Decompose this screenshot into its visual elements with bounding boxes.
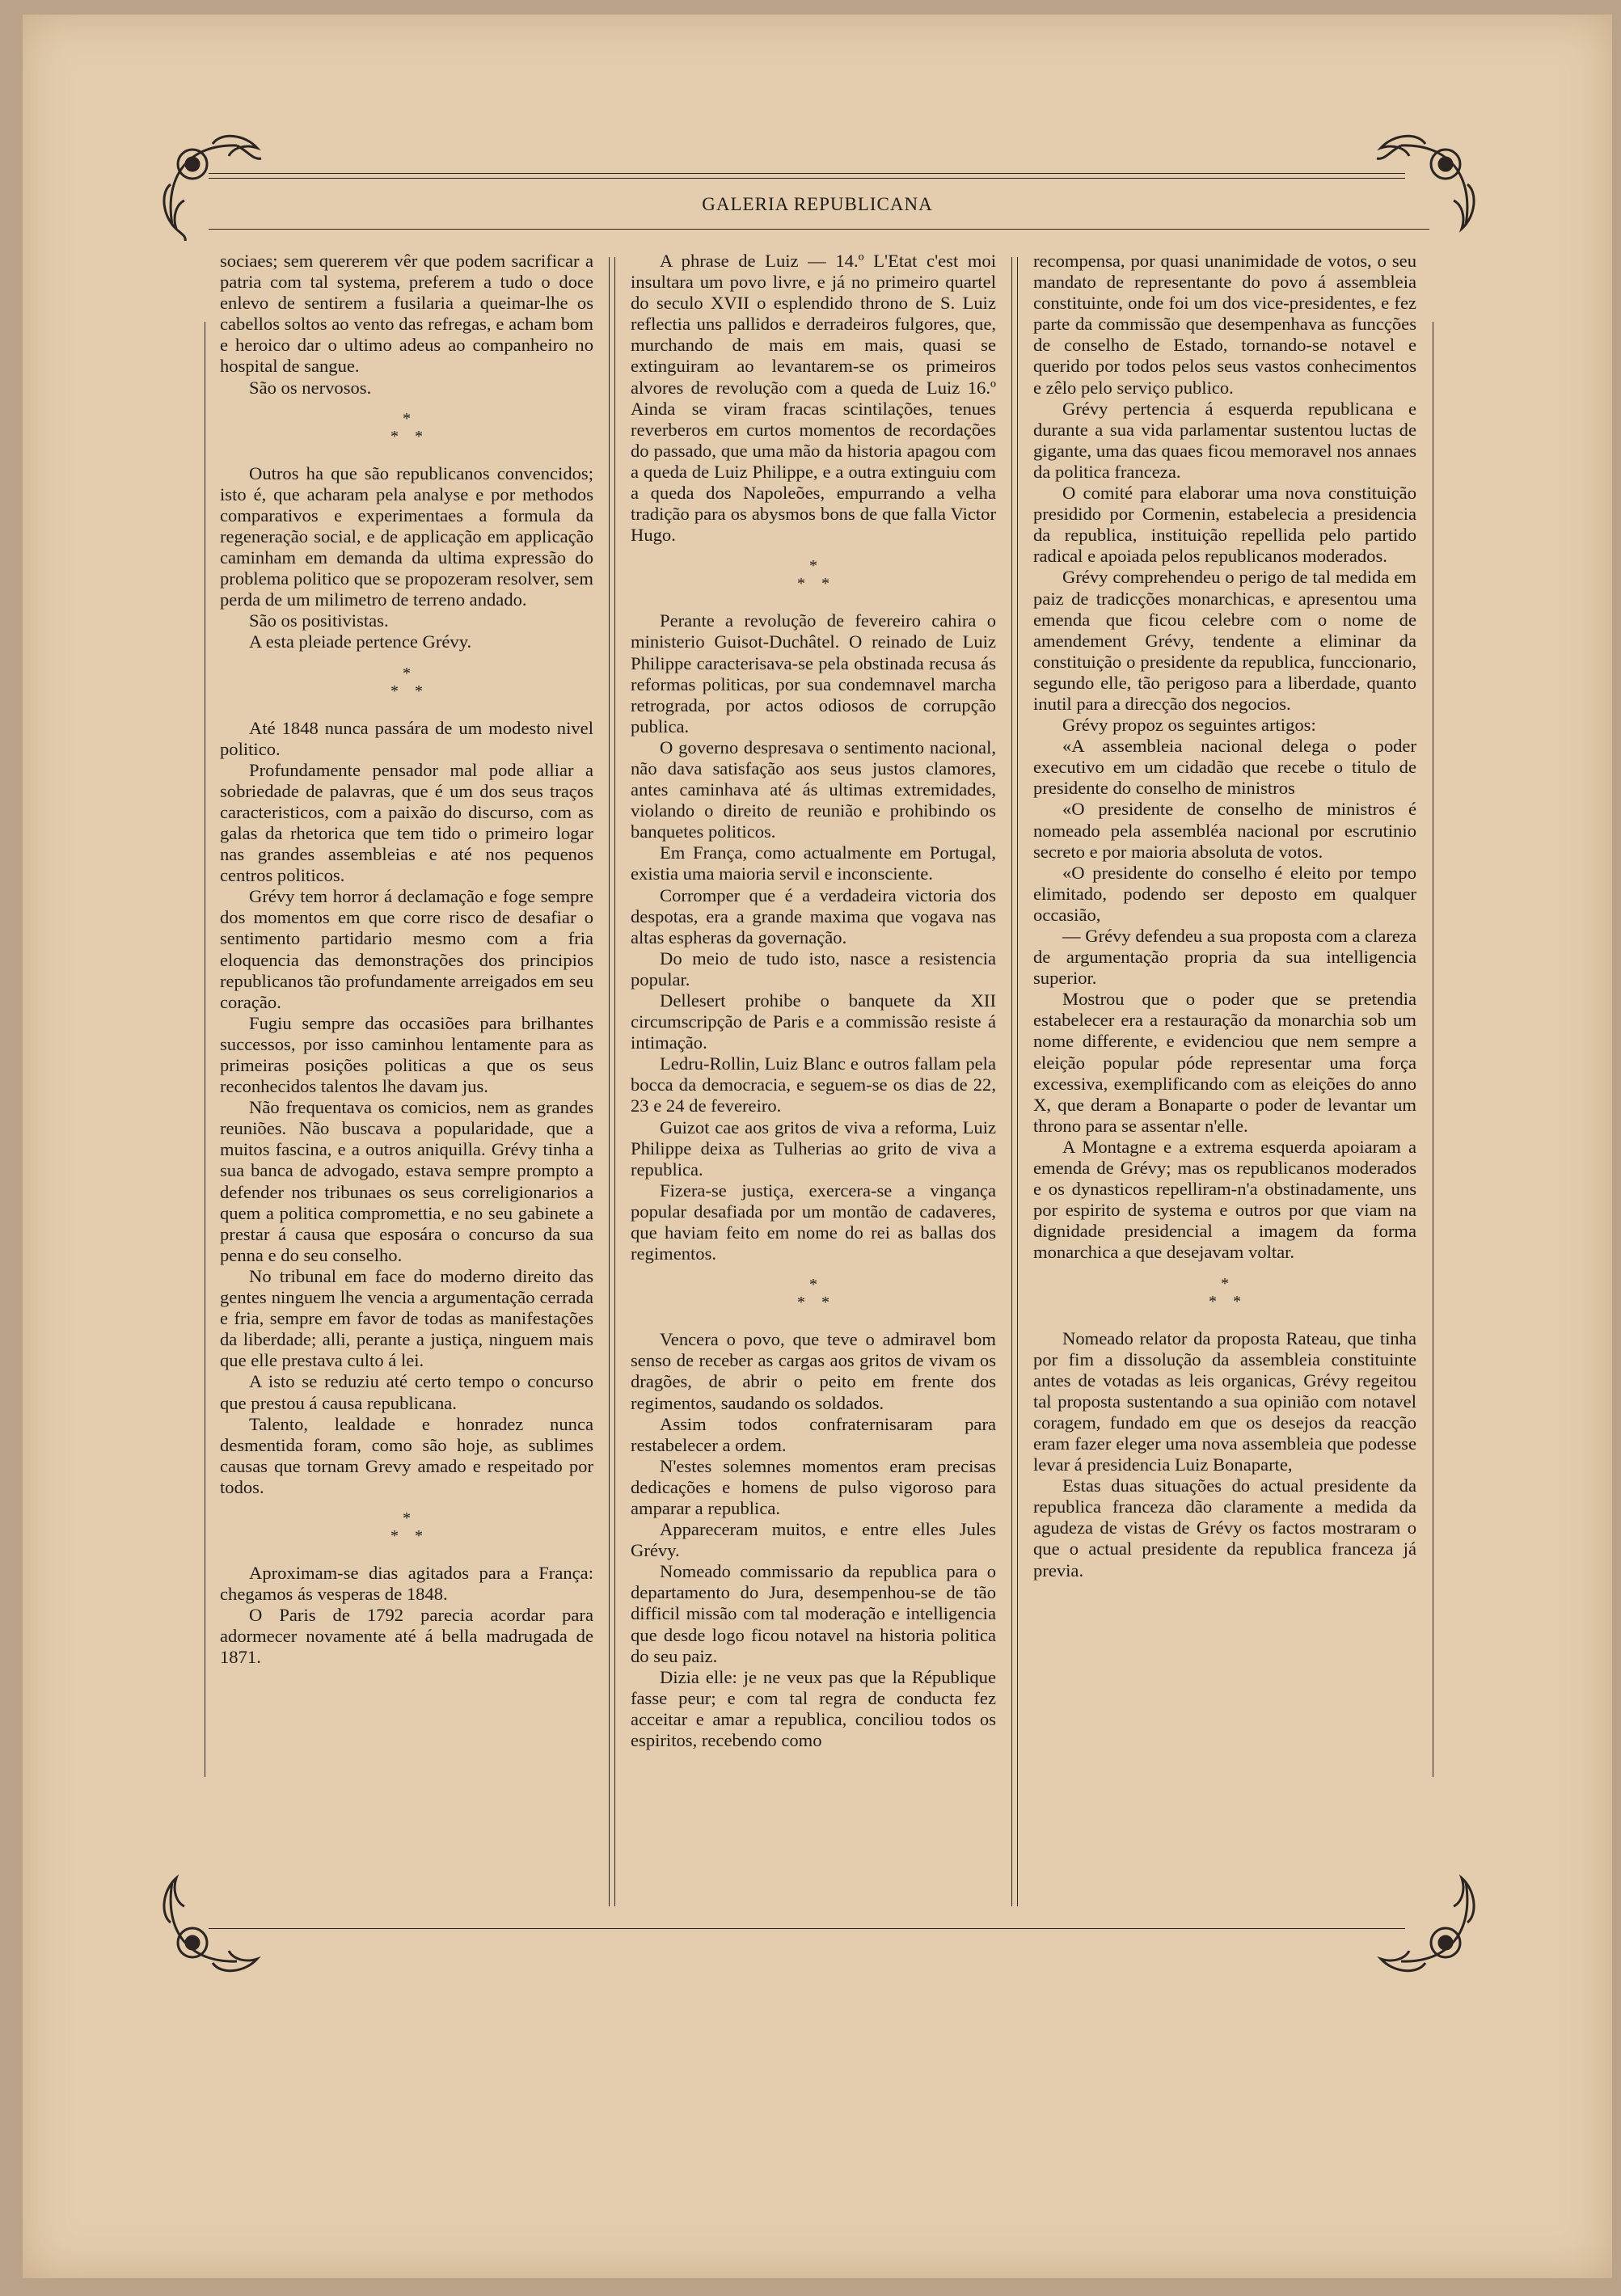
section-separator: * * *	[390, 1509, 423, 1545]
paragraph: A Montagne e a extrema esquerda apoiaram a emenda de Grévy; mas os republicanos moderados e os dynasticos repelliram-n'a obstinadamente, uns por espirito de systema e outros por que viam na dignidade presidencial a imagem da forma monarchica a que desejavam voltar.	[1033, 1136, 1416, 1263]
corner-ornament-top-left-icon	[156, 128, 269, 241]
paragraph: Ledru-Rollin, Luiz Blanc e outros fallam pela bocca da democracia, e seguem-se os dias de 22, 23 e 24 de fevereiro.	[631, 1053, 996, 1116]
column-divider-2b	[1017, 257, 1018, 1906]
column-divider-2	[1011, 257, 1012, 1906]
paragraph: Aproximam-se dias agitados para a França: chegamos ás vesperas de 1848.	[220, 1562, 593, 1605]
paragraph: A phrase de Luiz — 14.º L'Etat c'est moi insultara um povo livre, e já no primeiro quartel do seculo XVII o esplendido throno de S. Luiz reflectia uns pallidos e derradeiros fulgores, que, murchando de mais em mais, quasi se extinguiram ao levantarem-se os primeiros alvores de revolução com a queda de Luiz 16.º Ainda se viram fracas scintilações, tenues reverberos em curtos momentos de recordações do passado, que uma mão da historia apagou com a queda de Luiz Philippe, e a outra extinguiu com a queda dos Napoleões, empurrando a velha tradição para os abysmos bons de que falla Victor Hugo.	[631, 251, 996, 546]
paragraph: «O presidente do conselho é eleito por tempo elimitado, podendo ser deposto em qualquer occasião,	[1033, 862, 1416, 925]
text-column-2	[631, 251, 996, 1751]
paragraph: Appareceram muitos, e entre elles Jules Grévy.	[631, 1519, 996, 1561]
paragraph: Guizot cae aos gritos de viva a reforma, Luiz Philippe deixa as Tulherias ao grito de viva a republica.	[631, 1116, 996, 1180]
paragraph: N'estes solemnes momentos eram precisas dedicações e homens de pulso vigoroso para amparar a republica.	[631, 1455, 996, 1518]
paragraph: Não frequentava os comicios, nem as grandes reuniões. Não buscava a popularidade, que a muitos fascina, e a outros aniquilla. Grévy tinha a sua banca de advogado, estava sempre prompto a defender nos tribunaes os seus correligionarios a quem a politica compromettia, e no seu gabinete a prestar á causa que esposára o concurso da sua penna e do seu conselho.	[220, 1097, 593, 1265]
paragraph: sociaes; sem quererem vêr que podem sacrificar a patria com tal systema, preferem a tudo o doce enlevo de sentirem a fusilaria a queimar-lhe os cabellos soltos ao vento das refregas, e acham bom e heroico dar o ultimo adeus ao companheiro no hospital de sangue.	[220, 251, 593, 377]
paragraph: «A assembleia nacional delega o poder executivo em um cidadão que recebe o titulo de presidente do conselho de ministros	[1033, 736, 1416, 799]
paragraph: Do meio de tudo isto, nasce a resistencia popular.	[631, 948, 996, 990]
section-separator: * * *	[1209, 1274, 1241, 1310]
frame-bottom-rule	[209, 1928, 1405, 1929]
paragraph: Dellesert prohibe o banquete da XII circumscripção de Paris e a commissão resiste á intimação.	[631, 990, 996, 1053]
paragraph: Grévy comprehendeu o perigo de tal medida em paiz de tradicções monarchicas, e apresentou uma emenda que ficou celebre com o nome de amendement Grévy, tendente a eliminar da constituição o presidente da republica, funccionario, segundo elle, tão perigoso para a liberdade, quanto inutil para a direcção dos negocios.	[1033, 567, 1416, 714]
corner-ornament-bottom-right-icon	[1369, 1866, 1482, 1979]
paragraph: São os positivistas.	[249, 610, 389, 631]
newspaper-page	[23, 15, 1612, 2278]
frame-top-rule	[209, 173, 1405, 174]
paragraph: Assim todos confraternisaram para restabelecer a ordem.	[631, 1413, 996, 1455]
paragraph: — Grévy defendeu a sua proposta com a clareza de argumentação propria da sua intelligencia superior.	[1033, 926, 1416, 989]
section-separator: * * *	[390, 409, 423, 445]
paragraph: O Paris de 1792 parecia acordar para adormecer novamente até á bella madrugada de 1871.	[220, 1605, 593, 1668]
page-title: GALERIA REPUBLICANA	[702, 194, 933, 214]
paragraph: O comité para elaborar uma nova constituição presidido por Cormenin, estabelecia a presidencia da republica, instituição repellida pelo partido radical e apoiada pelos republicanos moderados.	[1033, 483, 1416, 567]
paragraph: Grévy propoz os seguintes artigos:	[1062, 715, 1316, 736]
paragraph: A isto se reduziu até certo tempo o concurso que prestou á causa republicana.	[220, 1371, 593, 1413]
column-divider-1b	[614, 257, 615, 1906]
paragraph: A esta pleiade pertence Grévy.	[249, 631, 472, 652]
paragraph: O governo despresava o sentimento nacional, não dava satisfação aos seus justos clamores, antes caminhava até ás ultimas extremidades, violando o direito de reunião e prohibindo os banquetes politicos.	[631, 736, 996, 842]
paragraph: Em França, como actualmente em Portugal, existia uma maioria servil e inconsciente.	[631, 842, 996, 884]
paragraph: Perante a revolução de fevereiro cahira o ministerio Guisot-Duchâtel. O reinado de Luiz Philippe caracterisava-se pela obstinada recusa ás reformas politicas, por sua condemnavel marcha retrograda, por actos odiosos de corrupção publica.	[631, 610, 996, 736]
paragraph: Grévy pertencia á esquerda republicana e durante a sua vida parlamentar sustentou luctas de gigante, uma das quaes ficou memoravel nos annaes da politica franceza.	[1033, 398, 1416, 482]
paragraph: «O presidente de conselho de ministros é nomeado pela assembléa nacional por escrutinio secreto e por maioria absoluta de votos.	[1033, 799, 1416, 862]
text-column-1	[220, 251, 593, 1668]
paragraph: Profundamente pensador mal pode alliar a sobriedade de palavras, que é um dos seus traços caracteristicos, com a paixão do discurso, com as galas da rhetorica que tem tido o primeiro logar nas grandes assembleias e até nos pequenos centros politicos.	[220, 759, 593, 886]
corner-ornament-top-right-icon	[1369, 128, 1482, 241]
header-underline	[209, 229, 1429, 230]
section-separator: * * *	[797, 557, 829, 593]
column-divider-1	[609, 257, 610, 1906]
paragraph: Outros ha que são republicanos convencidos; isto é, que acharam pela analyse e por methodos comparativos e experimentaes a formula da regeneração social, e de applicação em applicação caminham em demanda da ultima expressão do problema politico que se propozeram resolver, sem perda de um milimetro de terreno andado.	[220, 462, 593, 610]
paragraph: Nomeado relator da proposta Rateau, que tinha por fim a dissolução da assembleia constituinte antes de votadas as leis organicas, Grévy regeitou tal proposta sustentando a sua opinião com notavel coragem, fundado em que os desejos da reacção eram fazer eleger uma nova assembleia que podesse levar á presidencia Luiz Bonaparte,	[1033, 1327, 1416, 1475]
paragraph: Fugiu sempre das occasiões para brilhantes successos, por isso caminhou lentamente para as primeiras posições politicas a que os seus reconhecidos talentos lhe davam jus.	[220, 1012, 593, 1097]
section-separator: * * *	[390, 664, 423, 700]
paragraph: Grévy tem horror á declamação e foge sempre dos momentos em que corre risco de desafiar o sentimento partidario mesmo com a fria eloquencia das demonstrações dos principios republicanos tão profundamente arreigados em seu coração.	[220, 886, 593, 1012]
paragraph: Corromper que é a verdadeira victoria dos despotas, era a grande maxima que vogava nas altas espheras da governação.	[631, 884, 996, 948]
paragraph: Fizera-se justiça, exercera-se a vingança popular desafiada por um montão de cadaveres, que haviam feito em nome do rei as ballas dos regimentos.	[631, 1180, 996, 1264]
paragraph: recompensa, por quasi unanimidade de votos, o seu mandato de representante do povo á assembleia constituinte, onde foi um dos vice-presidentes, e fez parte da commissão que desempenhava as funcções de conselho de Estado, tornando-se notavel e querido por todos pelos seus vastos conhecimentos e zêlo pelo serviço publico.	[1033, 251, 1416, 398]
frame-top-rule-inner	[209, 178, 1405, 179]
paragraph: Dizia elle: je ne veux pas que la République fasse peur; e com tal regra de conducta fez acceitar e amar a republica, conciliou todos os espiritos, recebendo como	[631, 1666, 996, 1750]
paragraph: Estas duas situações do actual presidente da republica franceza dão claramente a medida da agudeza de vistas de Grévy os factos mostraram o que o actual presidente da republica franceza já previa.	[1033, 1475, 1416, 1581]
paragraph: Mostrou que o poder que se pretendia estabelecer era a restauração da monarchia sob um nome differente, e evidenciou que nem sempre a eleição popular póde representar uma força excessiva, exemplificando com as eleições do anno X, que deram a Bonaparte o poder de levantar um throno para se assentar n'elle.	[1033, 989, 1416, 1136]
paragraph: No tribunal em face do moderno direito das gentes ninguem lhe vencia a argumentação cerrada e fria, sempre em favor de todas as manifestações da liberdade; alli, perante a justiça, ninguem mais que elle prestava culto á lei.	[220, 1265, 593, 1371]
text-column-3	[1033, 251, 1416, 1581]
paragraph: São os nervosos.	[249, 377, 372, 398]
paragraph: Talento, lealdade e honradez nunca desmentida foram, como são hoje, as sublimes causas que tornam Grevy amado e respeitado por todos.	[220, 1413, 593, 1497]
paragraph: Nomeado commissario da republica para o departamento do Jura, desempenhou-se de tão difficil missão com tal moderação e intelligencia que desde logo ficou notavel na historia politica do seu paiz.	[631, 1561, 996, 1666]
corner-ornament-bottom-left-icon	[156, 1866, 269, 1979]
paragraph: Vencera o povo, que teve o admiravel bom senso de receber as cargas aos gritos de vivam os dragões, de abrir o peito em frente dos regimentos, saudando os soldados.	[631, 1329, 996, 1413]
section-separator: * * *	[797, 1276, 829, 1312]
paragraph: Até 1848 nunca passára de um modesto nivel politico.	[220, 717, 593, 759]
